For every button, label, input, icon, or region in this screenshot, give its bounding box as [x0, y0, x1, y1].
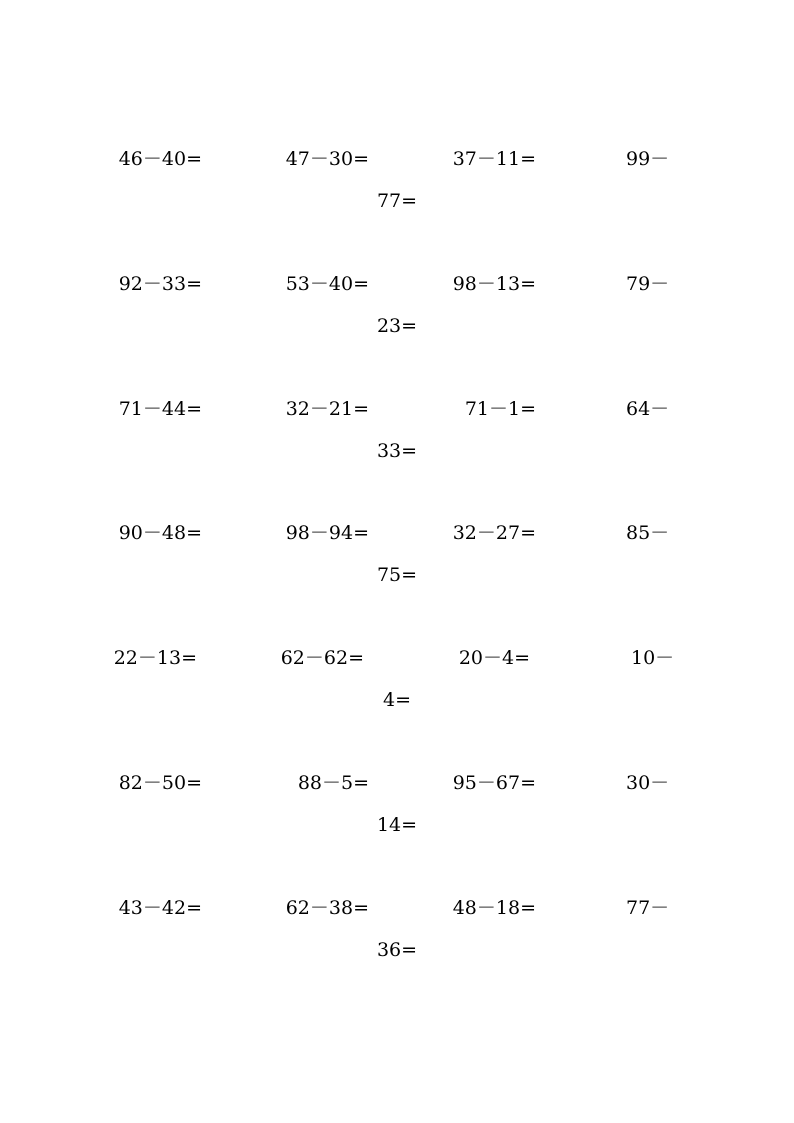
problem-continuation: 23= [376, 315, 418, 337]
problem-row [0, 397, 794, 497]
problem: 85－ [626, 522, 670, 544]
problem: 90－48= [118, 522, 202, 544]
problem: 43－42= [118, 897, 202, 919]
problem: 20－4= [458, 647, 530, 669]
problem: 10－ [631, 647, 675, 669]
problem-continuation: 75= [376, 564, 418, 586]
problem: 53－40= [285, 273, 369, 295]
problem: 62－38= [285, 897, 369, 919]
problem-row [0, 272, 794, 372]
problem: 48－18= [452, 897, 536, 919]
problem: 88－5= [297, 772, 369, 794]
problem: 47－30= [285, 148, 369, 170]
problem: 64－ [626, 398, 670, 420]
problem-row [0, 646, 794, 746]
problem-row [0, 896, 794, 996]
problem: 77－ [626, 897, 670, 919]
problem: 82－50= [118, 772, 202, 794]
problem: 62－62= [280, 647, 364, 669]
problem-continuation: 33= [376, 440, 418, 462]
problem: 37－11= [452, 148, 536, 170]
problem: 71－44= [118, 398, 202, 420]
problem: 32－21= [285, 398, 369, 420]
problem: 92－33= [118, 273, 202, 295]
problem: 46－40= [118, 148, 202, 170]
problem-continuation: 36= [376, 939, 418, 961]
problem: 95－67= [452, 772, 536, 794]
problem-row [0, 147, 794, 247]
problem-continuation: 4= [382, 689, 411, 711]
problem: 71－1= [464, 398, 536, 420]
problem-continuation: 14= [376, 814, 418, 836]
problem-continuation: 77= [376, 190, 418, 212]
problem-row [0, 771, 794, 871]
problem: 22－13= [113, 647, 197, 669]
problem: 30－ [626, 772, 670, 794]
problem: 98－13= [452, 273, 536, 295]
problem-row [0, 521, 794, 621]
problem: 99－ [626, 148, 670, 170]
problem: 32－27= [452, 522, 536, 544]
problem: 98－94= [285, 522, 369, 544]
problem: 79－ [626, 273, 670, 295]
